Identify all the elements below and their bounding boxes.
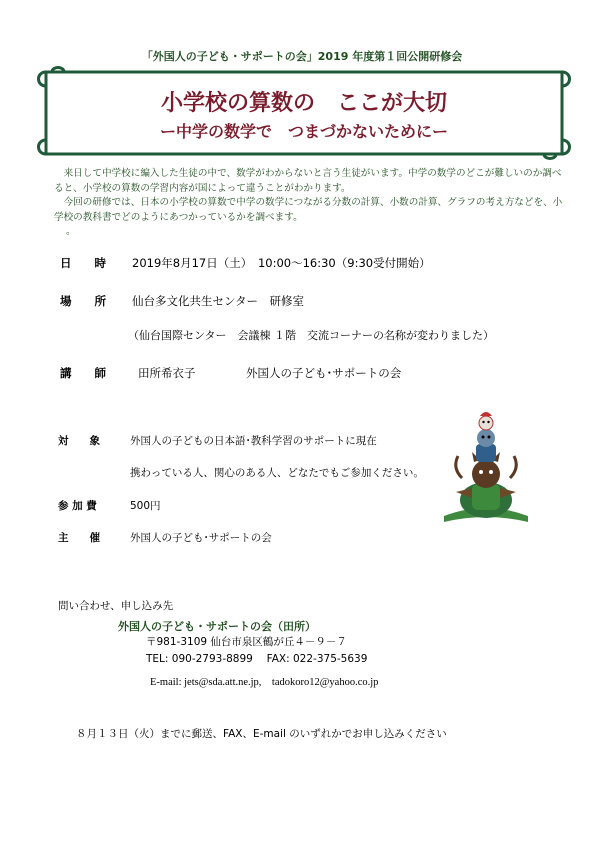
lecturer-org: 外国人の子ども･サポートの会 (246, 366, 402, 380)
place-value: 仙台多文化共生センター 研修室 (132, 294, 305, 308)
contact-email: E-mail: jets@sda.att.ne.jp, tadokoro12@yahoo.co.jp (150, 677, 379, 688)
date-label: 日 時 (60, 256, 106, 270)
event-header: 「外国人の子ども・サポートの会」2019 年度第１回公開研修会 (141, 50, 463, 63)
target-line-1: 外国人の子どもの日本語･教科学習のサポートに現在 (130, 435, 377, 447)
place-note: （仙台国際センター 会議棟 １階 交流コーナーの名称が変わりました） (128, 329, 495, 342)
contact-org: 外国人の子ども・サポートの会（田所） (118, 620, 316, 633)
contact-tel-fax: TEL: 090-2793-8899 FAX: 022-375-5639 (146, 653, 368, 665)
contact-address: 〒981-3109 仙台市泉区鶴が丘４－９－７ (146, 636, 347, 648)
place-label: 場 所 (60, 294, 106, 308)
fee-value: 500円 (130, 500, 161, 512)
contact-heading: 問い合わせ、申し込み先 (58, 600, 174, 612)
fee-label: 参 加 費 (58, 500, 97, 512)
host-label: 主 催 (58, 532, 100, 544)
target-line-2: 携わっている人、関心のある人、どなたでもご参加ください。 (130, 467, 424, 479)
lecturer-name: 田所希衣子 (138, 366, 196, 380)
intro-text (54, 167, 564, 240)
intro-dot: 。 (66, 226, 76, 237)
stacked-dolls-illustration (442, 408, 530, 526)
lecturer-label: 講 師 (60, 366, 106, 380)
intro-paragraph-2: 今回の研修では、日本の小学校の算数で中学の数学につながる分数の計算、小数の計算、グラフの考え方などを、小学校の教科書でどのようにあつかっているかを調べます。 (54, 197, 563, 223)
deadline-note: ８月１３日（火）までに郵送、FAX、E-mail のいずれかでお申し込みください (76, 728, 447, 740)
target-label: 対 象 (58, 435, 100, 447)
title-main: 小学校の算数の ここが大切 (160, 91, 447, 116)
title-sub: ー中学の数学で つまづかないためにー (159, 122, 448, 141)
intro-paragraph-1: 来日して中学校に編入した生徒の中で、数学がわからないと言う生徒がいます。中学の数学のどこが難しいのか調べると、小学校の算数の学習内容が国によって違うことがわかります。 (54, 168, 562, 194)
date-value: 2019年8月17日（土） 10:00～16:30（9:30受付開始） (132, 256, 431, 270)
host-value: 外国人の子ども･サポートの会 (130, 532, 272, 544)
